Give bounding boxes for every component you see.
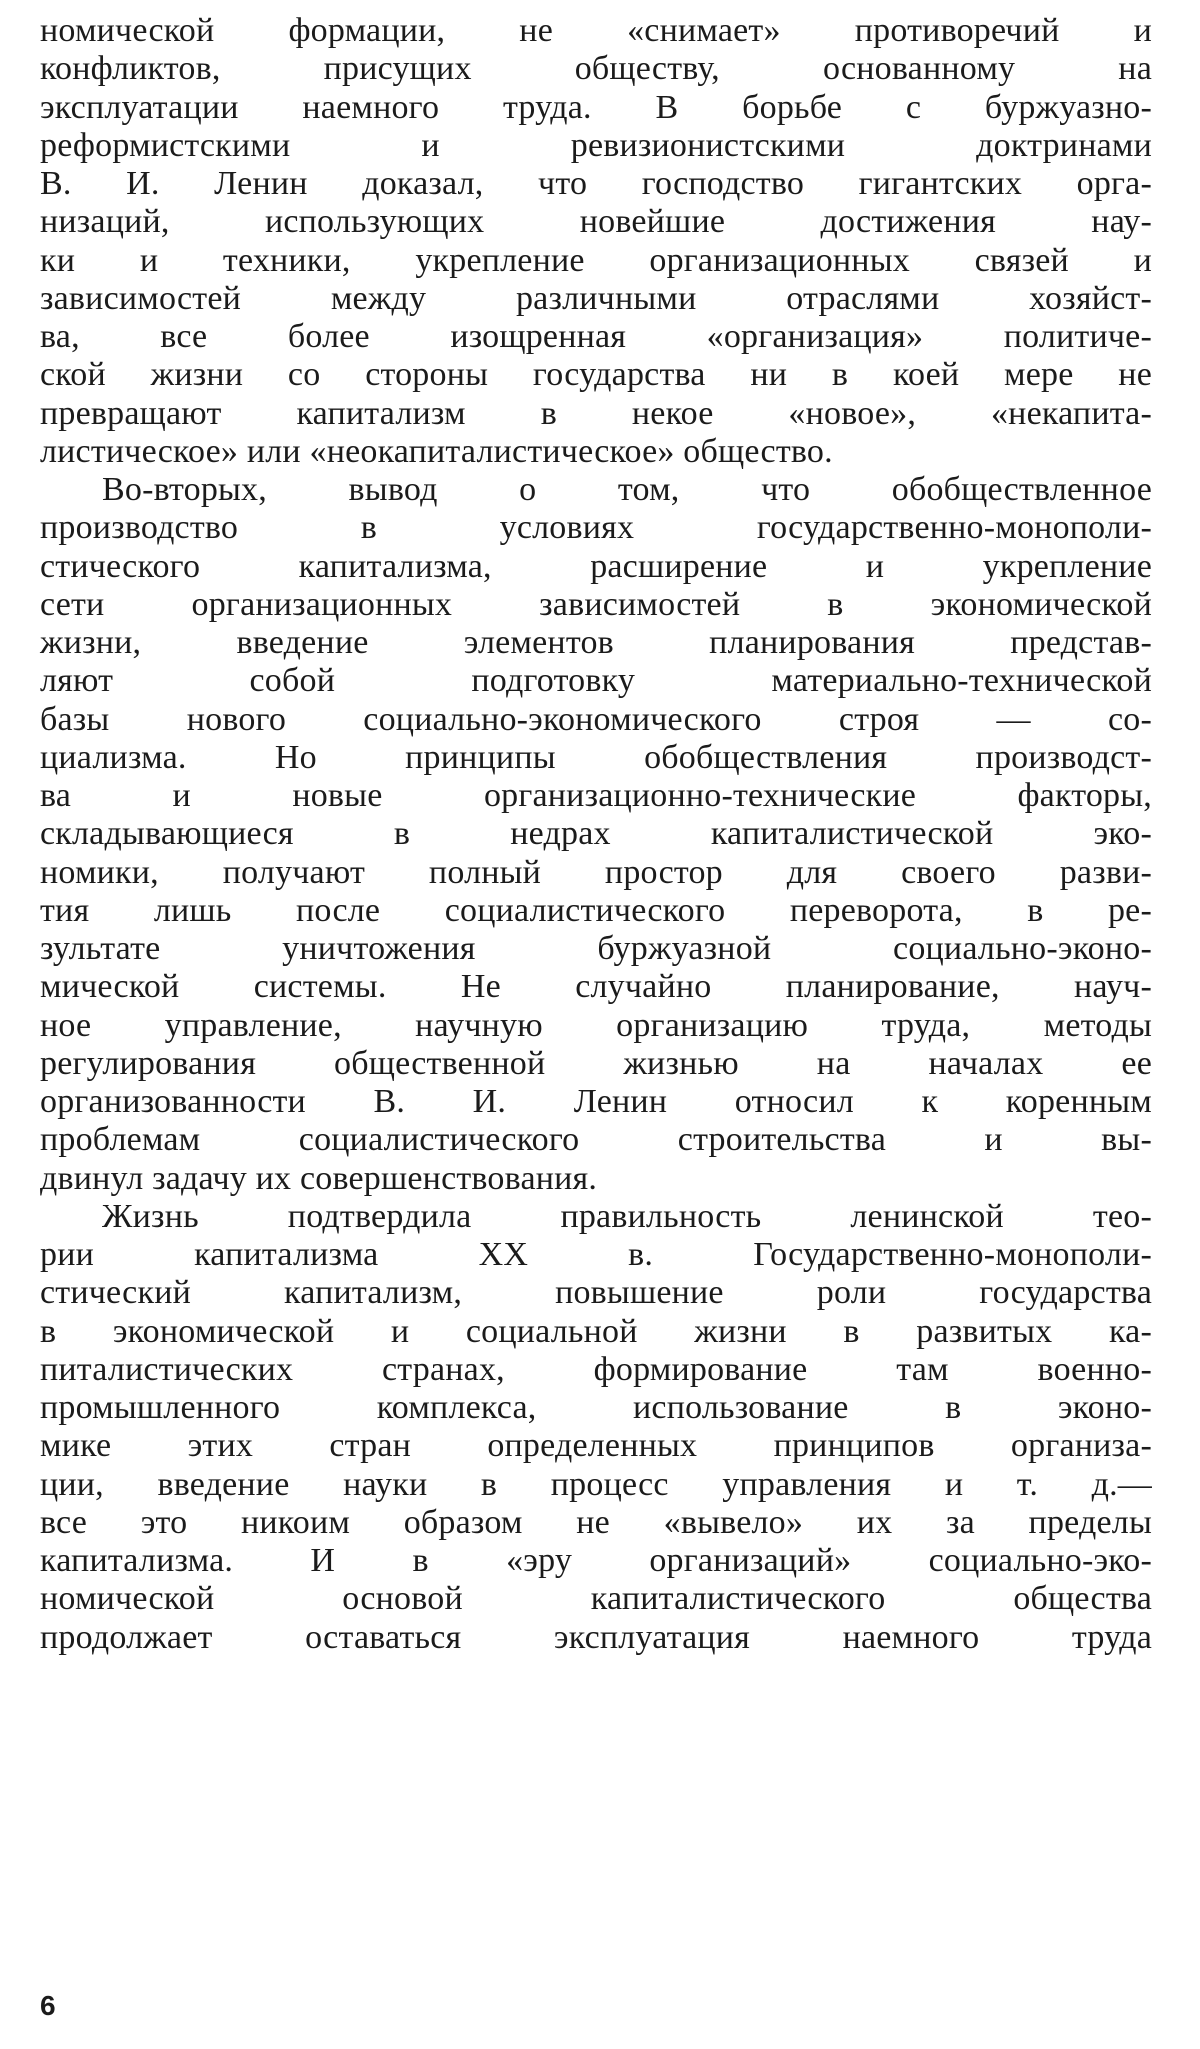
text-line: стического капитализма, расширение и укрепление xyxy=(40,547,1152,585)
text-line: ки и техники, укрепление организационных связей и xyxy=(40,241,1152,279)
text-line: тия лишь после социалистического переворота, в ре- xyxy=(40,891,1152,929)
text-line: капитализма. И в «эру организаций» социально-эко- xyxy=(40,1542,1152,1579)
text-line: зультате уничтожения буржуазной социально-эконо- xyxy=(40,930,1152,967)
text-line: двинул задачу их совершенствования. xyxy=(40,1159,598,1197)
text-line: мической системы. Не случайно планирование, науч- xyxy=(40,968,1152,1006)
text-line: ва, все более изощренная «организация» политиче- xyxy=(40,318,1152,355)
text-line: рии капитализма XX в. Государственно-монополи- xyxy=(40,1236,1152,1273)
text-line: в экономической и социальной жизни в развитых ка- xyxy=(40,1312,1152,1350)
text-line: ное управление, научную организацию труда, методы xyxy=(40,1006,1152,1044)
text-line: все это никоим образом не «вывело» их за пределы xyxy=(40,1503,1152,1541)
text-line: жизни, введение элементов планирования представ- xyxy=(40,624,1152,661)
text-line: реформистскими и ревизионистскими доктринами xyxy=(40,126,1152,164)
text-line: номической основой капиталистического общества xyxy=(40,1580,1152,1618)
text-line: производство в условиях государственно-монополи- xyxy=(40,509,1152,547)
text-line: ции, введение науки в процесс управления и т. д.— xyxy=(40,1465,1152,1503)
text-line: базы нового социально-экономического строя — со- xyxy=(40,700,1152,738)
text-line: листическое» или «неокапиталистическое» общество. xyxy=(40,432,833,470)
text-line: В. И. Ленин доказал, что господство гигантских орга- xyxy=(40,165,1152,202)
text-line: низаций, использующих новейшие достижения нау- xyxy=(40,203,1152,241)
text-line: циализма. Но принципы обобществления производст- xyxy=(40,738,1152,776)
text-line: конфликтов, присущих обществу, основанному на xyxy=(40,50,1152,88)
text-line: зависимостей между различными отраслями хозяйст- xyxy=(40,279,1152,317)
page-number: 6 xyxy=(40,1990,56,2021)
text-line: промышленного комплекса, использование в эконо- xyxy=(40,1389,1152,1426)
text-line: стический капитализм, повышение роли государства xyxy=(40,1274,1152,1312)
text-line: регулирования общественной жизнью на началах ее xyxy=(40,1044,1152,1082)
text-line: превращают капитализм в некое «новое», «некапита- xyxy=(40,394,1152,432)
text-line: складывающиеся в недрах капиталистической эко- xyxy=(40,815,1152,853)
text-line: эксплуатации наемного труда. В борьбе с буржуазно- xyxy=(40,88,1152,126)
text-line: питалистических странах, формирование там военно- xyxy=(40,1350,1152,1388)
body-text xyxy=(40,12,1152,1657)
text-line: ской жизни со стороны государства ни в коей мере не xyxy=(40,356,1152,394)
text-line: номики, получают полный простор для своего разви- xyxy=(40,853,1152,891)
text-line: номической формации, не «снимает» противоречий и xyxy=(40,12,1152,49)
text-line: продолжает оставаться эксплуатация наемного труда xyxy=(40,1618,1152,1656)
text-line: проблемам социалистического строительства и вы- xyxy=(40,1121,1152,1159)
text-line: сети организационных зависимостей в экономической xyxy=(40,585,1152,623)
text-line: ва и новые организационно-технические факторы, xyxy=(40,777,1152,814)
text-line: организованности В. И. Ленин относил к коренным xyxy=(40,1083,1152,1120)
text-line: Во-вторых, вывод о том, что обобществленное xyxy=(102,471,1152,508)
text-line: мике этих стран определенных принципов организа- xyxy=(40,1427,1152,1465)
text-line: ляют собой подготовку материально-технической xyxy=(40,662,1152,700)
text-line: Жизнь подтвердила правильность ленинской тео- xyxy=(102,1197,1152,1235)
